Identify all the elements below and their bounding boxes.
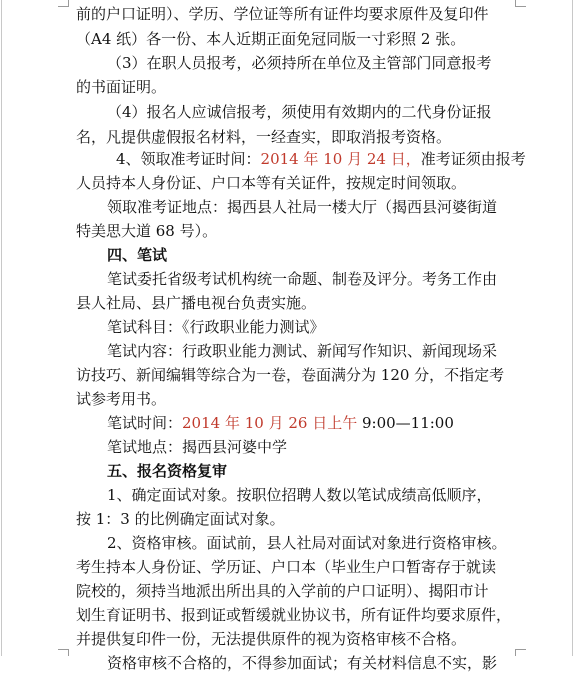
crop-mark-top-left [58,0,69,7]
text-line: 访技巧、新闻编辑等综合为一卷，卷面满分为 120 分，不指定考 [76,366,505,384]
text-line: （A4 纸）各一份、本人近期正面免冠同版一寸彩照 2 张。 [76,30,466,48]
text-line-exam-time [107,412,454,434]
text-line: 1、确定面试对象。按职位招聘人数以笔试成绩高低顺序， [107,486,492,504]
text-line: 笔试科目：《行政职业能力测试》 [107,318,325,336]
text-line: 的书面证明。 [76,78,167,96]
text-line: 人员持本人身份证、户口本等有关证件，按规定时间领取。 [76,174,467,192]
ticket-time-rest: 准考证须由报考 [420,150,526,168]
text-line-ticket-time [116,148,526,170]
text-line: （3）在职人员报考，必须持所在单位及主管部门同意报考 [107,54,492,72]
crop-mark-bottom-left [58,649,69,656]
text-line: 考生持本人身份证、学历证、户口本（毕业生户口暂寄存于就读 [76,558,497,576]
crop-mark-bottom-right [515,649,526,656]
crop-mark-top-right [515,0,526,7]
text-line: 2、资格审核。面试前，县人社局对面试对象进行资格审核。 [107,534,507,552]
exam-time-hours: 9:00—11:00 [357,414,454,432]
text-line: 特美思大道 68 号）。 [76,222,218,240]
text-line: 试参考用书。 [76,390,167,408]
ticket-time-label: 4、领取准考证时间： [116,150,261,168]
text-line: 笔试地点：揭西县河婆中学 [107,438,288,456]
page-frame-left [1,0,2,656]
ticket-date-highlight: 2014 年 10 月 24 日， [260,150,421,168]
text-line: 领取准考证地点：揭西县人社局一楼大厅（揭西县河婆街道 [107,198,498,216]
exam-time-label: 笔试时间： [107,414,183,432]
text-line: 资格审核不合格的，不得参加面试；有关材料信息不实，影 [107,654,498,672]
text-line: 笔试内容：行政职业能力测试、新闻写作知识、新闻现场采 [107,342,498,360]
text-line: 并提供复印件一份，无法提供原件的视为资格审核不合格。 [76,630,467,648]
text-line: 划生育证明书、报到证或暂缓就业协议书，所有证件均要求原件， [76,606,512,624]
text-line: 按 1：3 的比例确定面试对象。 [76,510,285,528]
page-frame-right [572,0,573,656]
text-line: 前的户口证明）、学历、学位证等所有证件均要求原件及复印件 [76,5,489,23]
exam-date-highlight: 2014 年 10 月 26 日上午 [182,414,358,432]
text-line: 县人社局、县广播电视台负责实施。 [76,294,317,312]
text-line: 笔试委托省级考试机构统一命题、制卷及评分。考务工作由 [107,270,498,288]
section-heading-qualification-review: 五、报名资格复审 [107,462,228,480]
section-heading-written-exam: 四、笔试 [107,246,168,264]
text-line: （4）报名人应诚信报考，须使用有效期内的二代身份证报 [107,103,492,121]
text-line: 名，凡提供虚假报名材料，一经查实，即取消报考资格。 [76,128,452,146]
text-line: 院校的，须持当地派出所出具的入学前的户口证明）、揭阳市计 [76,582,489,600]
